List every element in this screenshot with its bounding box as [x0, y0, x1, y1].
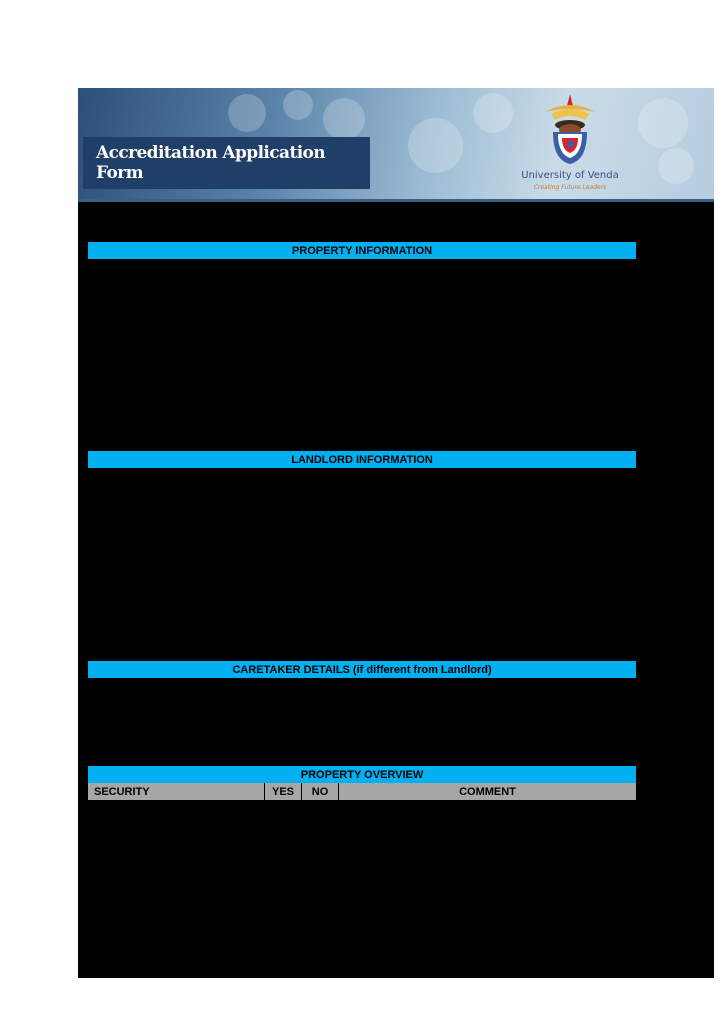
- form-title: Accreditation Application Form: [83, 137, 370, 189]
- header-banner: [78, 88, 714, 201]
- form-area: [78, 88, 714, 978]
- section-property-overview: PROPERTY OVERVIEW: [88, 766, 636, 783]
- column-header-comment: COMMENT: [339, 783, 636, 800]
- column-header-yes: YES: [265, 783, 302, 800]
- banner-bokeh: [283, 90, 313, 120]
- banner-bokeh: [473, 93, 513, 133]
- banner-bokeh: [658, 148, 694, 184]
- column-header-security: SECURITY: [88, 783, 265, 800]
- overview-table-header: [88, 783, 636, 800]
- university-logo: [515, 90, 625, 196]
- university-crest-icon: [515, 90, 625, 170]
- column-header-no: NO: [302, 783, 339, 800]
- logo-tagline: Creating Future Leaders: [533, 184, 607, 191]
- banner-divider: [78, 199, 714, 202]
- banner-bokeh: [323, 98, 365, 140]
- banner-bokeh: [408, 118, 463, 173]
- banner-bokeh: [638, 98, 688, 148]
- section-caretaker-details: CARETAKER DETAILS (if different from Landlord): [88, 661, 636, 678]
- banner-bokeh: [228, 94, 266, 132]
- section-landlord-information: LANDLORD INFORMATION: [88, 451, 636, 468]
- section-property-information: PROPERTY INFORMATION: [88, 242, 636, 259]
- logo-institution-name: University of Venda: [521, 170, 619, 181]
